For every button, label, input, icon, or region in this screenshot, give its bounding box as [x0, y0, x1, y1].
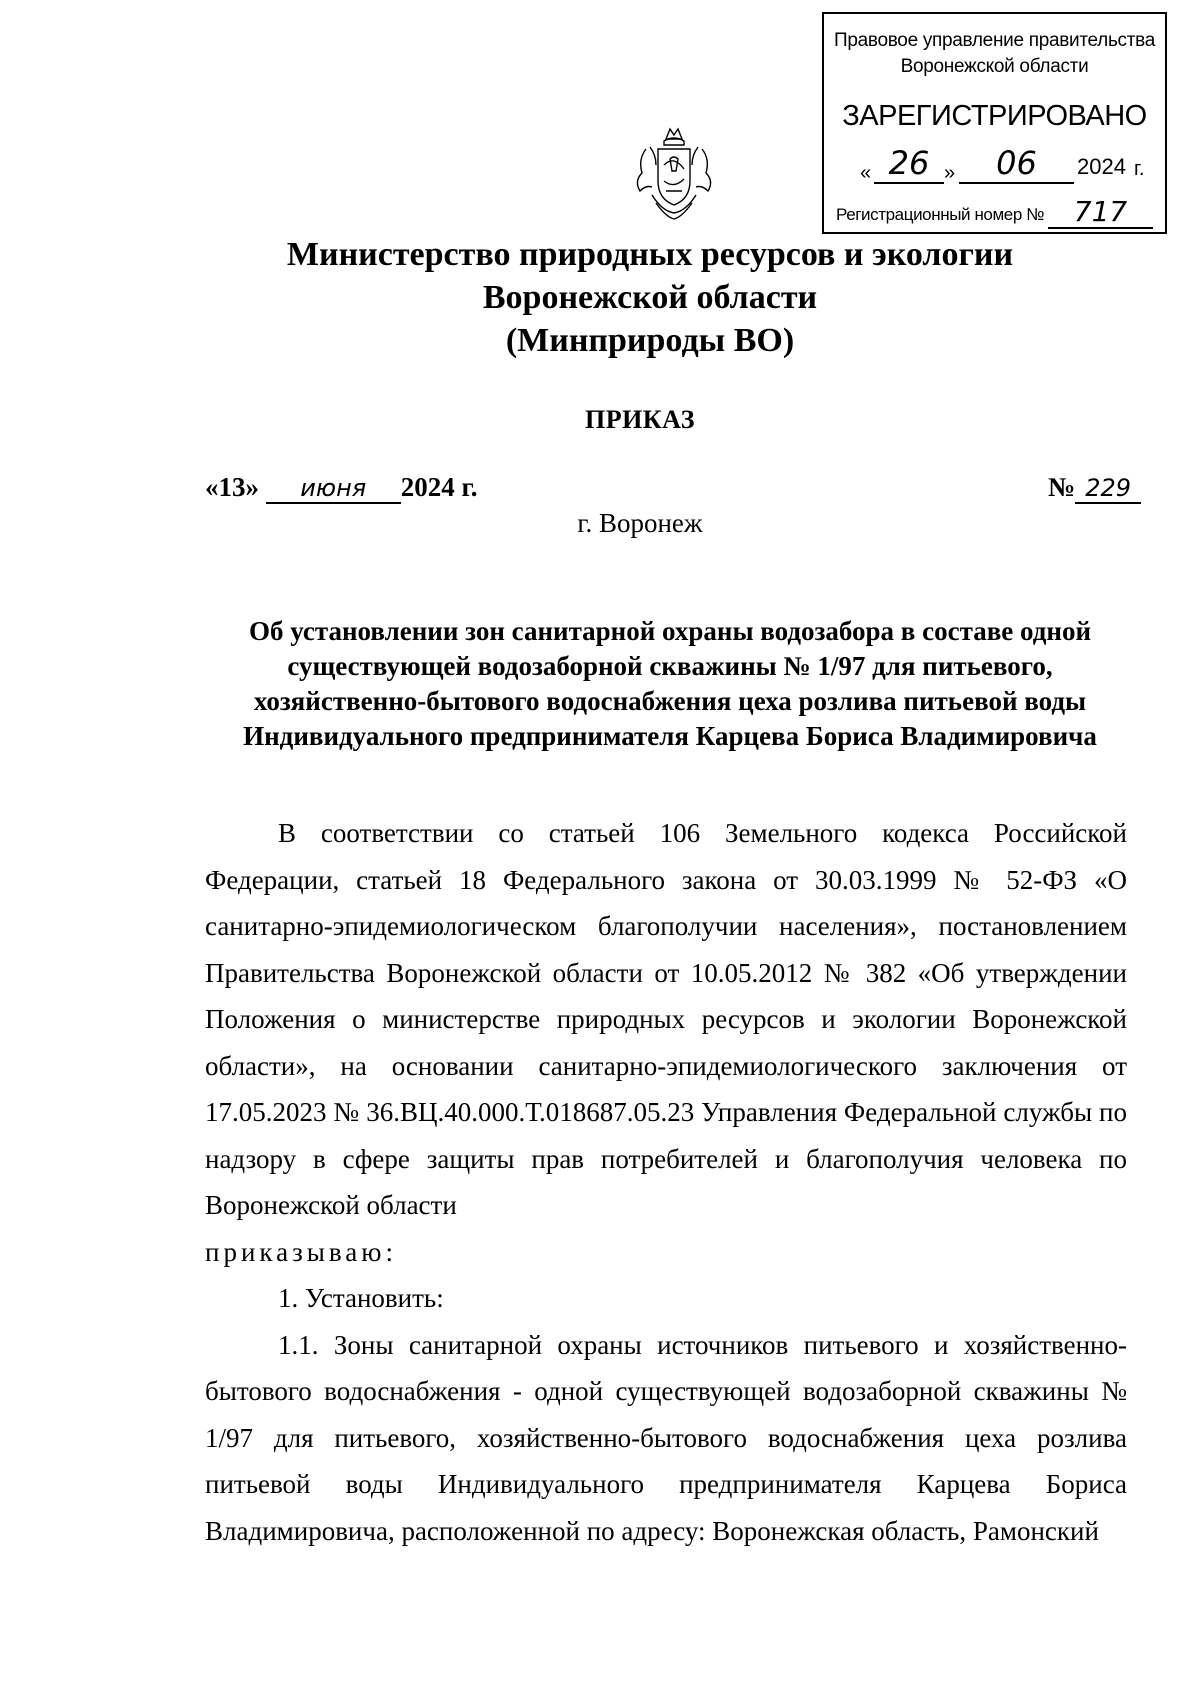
order-number-label: № — [1048, 472, 1076, 502]
order-date-year: 2024 г. — [400, 472, 478, 502]
order-number — [1048, 472, 1141, 504]
order-date-month: июня — [266, 474, 401, 504]
subject-line1: Об установлении зон санитарной охраны водозабора в составе одной — [248, 616, 1092, 646]
subject-line3: хозяйственно-бытового водоснабжения цеха розлива питьевой воды — [253, 686, 1087, 716]
stamp-org-line1: Правовое управление правительства — [833, 30, 1155, 51]
stamp-status: ЗАРЕГИСТРИРОВАНО — [842, 100, 1147, 132]
item-1-1: 1.1. Зоны санитарной охраны источников питьевого и хозяйственно-бытового водоснабжения - одной существующей водозаборной скважины № 1/97 для питьевого, хозяйственно-бытового водоснабжения цеха розлива питьевой воды Индивидуального предпринимателя Карцева Бориса Владимировича, расположенной по адресу: Воронежская область, Рамонский — [205, 1329, 1127, 1546]
stamp-year-suffix: г. — [1134, 158, 1145, 180]
stamp-year: 2024 — [1077, 154, 1126, 179]
stamp-month: 06 — [959, 144, 1074, 184]
item-1: 1. Установить: — [278, 1283, 444, 1313]
stamp-date: « 26 » 06 2024 г. — [860, 144, 1145, 184]
order-subject — [205, 614, 1135, 754]
document-title: ПРИКАЗ — [584, 405, 696, 434]
ministry-line2: Воронежской области — [482, 279, 818, 316]
ministry-line3: (Минприроды ВО) — [505, 322, 795, 359]
coat-of-arms-icon — [626, 125, 722, 225]
order-date-day: «13» — [205, 472, 259, 502]
stamp-org-line2: Воронежской области — [900, 56, 1089, 77]
preamble-paragraph: В соответствии со статьей 106 Земельного кодекса Российской Федерации, статьей 18 Федерального закона от 30.03.1999 № 52-ФЗ «О санитарно-эпидемиологическом благополучии населения», постановлением Правительства Воронежской области от 10.05.2012 № 382 «Об утверждении Положения о министерстве природных ресурсов и экологии Воронежской области», на основании санитарно-эпидемиологического заключения от 17.05.2023 № 36.ВЦ.40.000.Т.018687.05.23 Управления Федеральной службы по надзору в сфере защиты прав потребителей и благополучия человека по Воронежской области — [205, 818, 1127, 1220]
order-city: г. Воронеж — [577, 508, 703, 538]
registration-stamp — [822, 12, 1167, 234]
subject-line2: существующей водозаборной скважины № 1/97 для питьевого, — [287, 651, 1053, 681]
order-body — [205, 810, 1127, 1554]
stamp-reg-number: 717 — [1048, 197, 1153, 229]
ministry-header — [0, 233, 1200, 362]
stamp-reg-number-row — [836, 197, 1157, 227]
order-date — [205, 472, 477, 504]
stamp-day: 26 — [874, 144, 944, 184]
subject-line4: Индивидуального предпринимателя Карцева Бориса Владимировича — [243, 721, 1097, 751]
order-number-value: 229 — [1075, 474, 1141, 504]
order-word: приказываю: — [205, 1236, 397, 1267]
stamp-reg-label: Регистрационный номер № — [836, 205, 1045, 224]
ministry-line1: Министерство природных ресурсов и экологии — [286, 236, 1014, 273]
